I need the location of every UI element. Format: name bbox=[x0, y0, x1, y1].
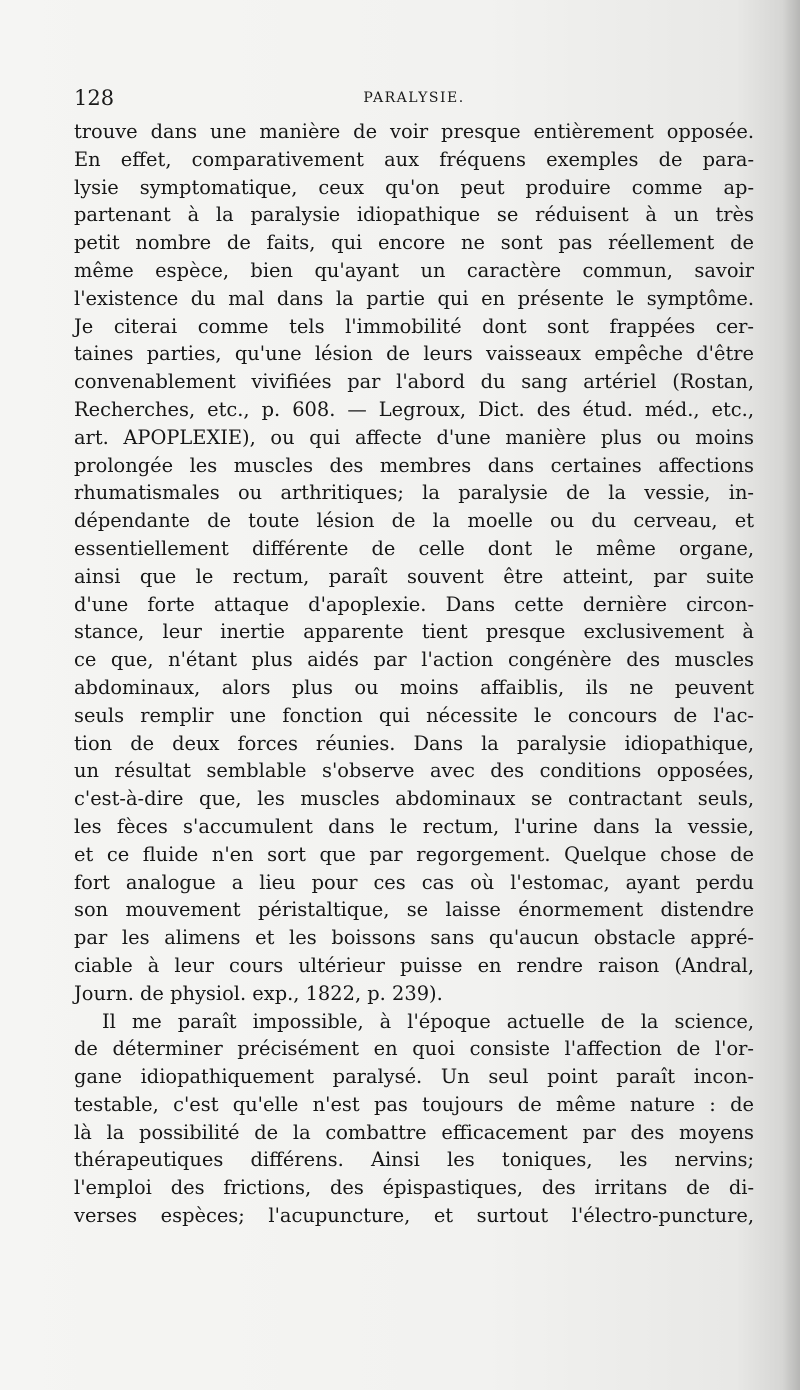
text-line: lysie symptomatique, ceux qu'on peut produire comme ap- bbox=[74, 175, 754, 199]
text-line: En effet, comparativement aux fréquens exemples de para- bbox=[74, 147, 754, 171]
text-line: dépendante de toute lésion de la moelle ou du cerveau, et bbox=[74, 509, 754, 533]
text-line: essentiellement différente de celle dont le même organe, bbox=[74, 536, 754, 560]
text-line: de déterminer précisément en quoi consiste l'affection de l'or- bbox=[74, 1037, 754, 1061]
paragraph-2 bbox=[74, 1008, 754, 1230]
text-line: ciable à leur cours ultérieur puisse en rendre raison (Andral, bbox=[74, 953, 754, 977]
page-number: 128 bbox=[74, 86, 115, 110]
text-line: d'une forte attaque d'apoplexie. Dans cette dernière circon- bbox=[74, 592, 754, 616]
text-line: un résultat semblable s'observe avec des conditions opposées, bbox=[74, 759, 754, 783]
text-line: l'existence du mal dans la partie qui en présente le symptôme. bbox=[74, 286, 754, 310]
text-line: petit nombre de faits, qui encore ne sont pas réellement de bbox=[74, 231, 754, 255]
text-line: même espèce, bien qu'ayant un caractère commun, savoir bbox=[74, 258, 754, 282]
text-line: par les alimens et les boissons sans qu'aucun obstacle appré- bbox=[74, 926, 754, 950]
text-line: stance, leur inertie apparente tient presque exclusivement à bbox=[74, 620, 754, 644]
text-line: et ce fluide n'en sort que par regorgement. Quelque chose de bbox=[74, 842, 754, 866]
text-line: Recherches, etc., p. 608. — Legroux, Dict. des étud. méd., etc., bbox=[74, 397, 754, 421]
text-line: l'emploi des frictions, des épispastiques, des irritans de di- bbox=[74, 1176, 754, 1200]
text-line: prolongée les muscles des membres dans certaines affections bbox=[74, 453, 754, 477]
text-line: gane idiopathiquement paralysé. Un seul point paraît incon- bbox=[74, 1065, 754, 1089]
text-line: taines parties, qu'une lésion de leurs vaisseaux empêche d'être bbox=[74, 342, 754, 366]
text-line: Il me paraît impossible, à l'époque actuelle de la science, bbox=[102, 1009, 754, 1033]
text-line: tion de deux forces réunies. Dans la paralysie idiopathique, bbox=[74, 731, 754, 755]
text-line: fort analogue a lieu pour ces cas où l'estomac, ayant perdu bbox=[74, 870, 754, 894]
text-line: seuls remplir une fonction qui nécessite le concours de l'ac- bbox=[74, 703, 754, 727]
text-line: partenant à la paralysie idiopathique se réduisent à un très bbox=[74, 203, 754, 227]
text-line: testable, c'est qu'elle n'est pas toujours de même nature : de bbox=[74, 1092, 754, 1116]
text-line: abdominaux, alors plus ou moins affaiblis, ils ne peuvent bbox=[74, 675, 754, 699]
text-line: ce que, n'étant plus aidés par l'action congénère des muscles bbox=[74, 648, 754, 672]
paragraph-1 bbox=[74, 118, 754, 1008]
text-line: verses espèces; l'acupuncture, et surtout l'électro-puncture, bbox=[74, 1204, 754, 1228]
text-line: Journ. de physiol. exp., 1822, p. 239). bbox=[74, 981, 443, 1005]
page-edge-shadow bbox=[782, 0, 800, 1390]
text-line: son mouvement péristaltique, se laisse énormement distendre bbox=[74, 898, 754, 922]
text-line: convenablement vivifiées par l'abord du sang artériel (Rostan, bbox=[74, 370, 754, 394]
text-line: ainsi que le rectum, paraît souvent être atteint, par suite bbox=[74, 564, 754, 588]
text-line: thérapeutiques différens. Ainsi les toniques, les nervins; bbox=[74, 1148, 754, 1172]
text-line: c'est-à-dire que, les muscles abdominaux se contractant seuls, bbox=[74, 787, 754, 811]
text-line: rhumatismales ou arthritiques; la paralysie de la vessie, in- bbox=[74, 481, 754, 505]
running-title: PARALYSIE. bbox=[363, 90, 465, 106]
text-line: Je citerai comme tels l'immobilité dont sont frappées cer- bbox=[74, 314, 754, 338]
text-line: les fèces s'accumulent dans le rectum, l'urine dans la vessie, bbox=[74, 814, 754, 838]
body-text bbox=[74, 118, 754, 1230]
page-header bbox=[74, 88, 754, 112]
text-line: là la possibilité de la combattre efficacement par des moyens bbox=[74, 1120, 754, 1144]
text-line: art. APOPLEXIE), ou qui affecte d'une manière plus ou moins bbox=[74, 425, 754, 449]
text-line: trouve dans une manière de voir presque entièrement opposée. bbox=[74, 120, 754, 143]
